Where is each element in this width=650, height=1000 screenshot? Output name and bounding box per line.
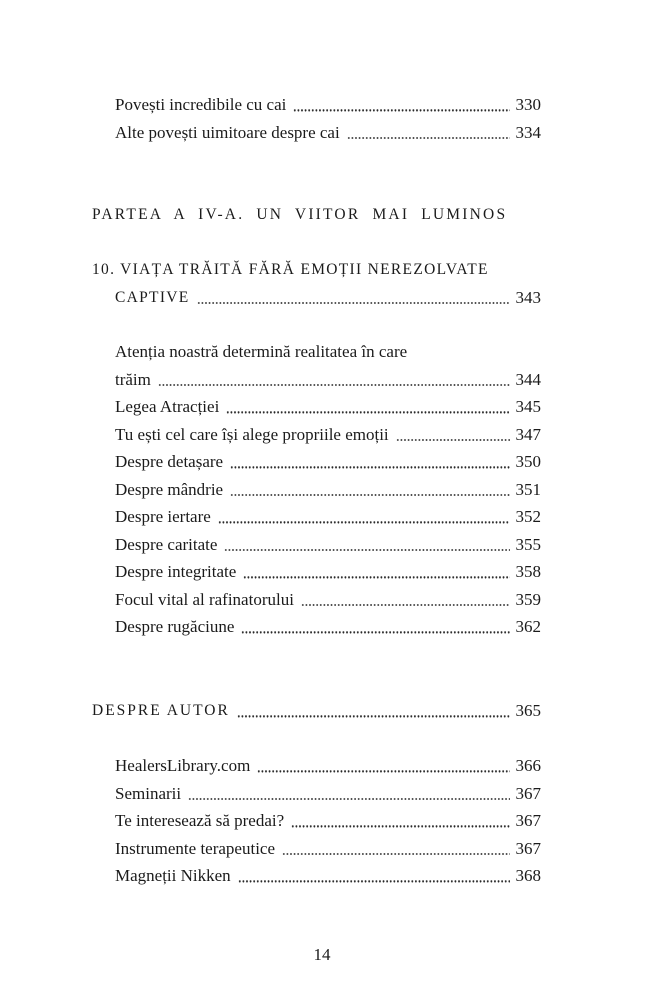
chapter-page-number: 343 [515,287,541,307]
leader-dots [257,770,509,772]
entry-page-number: 345 [515,397,541,416]
entry-title: Alte povești uimitoare despre cai [115,122,340,142]
entry-title: Focul vital al rafinatorului [115,589,294,609]
leader-dots [238,880,510,882]
leader-dots [197,302,510,304]
leader-dots [291,825,509,827]
toc-entry [115,338,541,366]
entry-title: Despre caritate [115,534,218,554]
leader-dots [241,631,509,633]
about-heading-title: DESPRE AUTOR [92,702,230,719]
leader-dots [301,604,510,606]
toc-entry [115,835,541,863]
entry-title-line-2: trăim [115,369,151,389]
toc-entry-continuation [115,366,541,394]
chapter-heading-line-2: CAPTIVE [115,288,190,306]
entry-page-number: 355 [515,534,541,554]
leader-dots [230,494,509,496]
entry-page-number: 367 [515,783,541,803]
toc-entry [115,807,541,835]
entry-page-number: 362 [515,617,541,636]
about-heading [92,697,541,725]
leader-dots [158,384,510,386]
toc-entry [115,862,541,890]
entry-page-number: 368 [515,866,541,885]
entry-page-number: 350 [515,452,541,471]
entry-page-number: 366 [515,756,541,775]
toc-entry [115,91,541,119]
toc-entry [115,421,541,449]
leader-dots [243,576,509,578]
leader-dots [293,109,509,111]
toc-entry [115,448,541,476]
page-number: 14 [313,945,331,964]
toc-entry [115,531,541,559]
leader-dots [230,466,509,468]
entry-title: Tu ești cel care își alege propriile emoții [115,424,389,444]
toc-entry [115,780,541,808]
part-heading-title: PARTEA A IV-A. UN VIITOR MAI LUMINOS [92,206,508,223]
leader-dots [396,439,510,441]
leader-dots [237,715,510,717]
entry-page-number: 330 [515,95,541,114]
toc-entry [115,476,541,504]
entry-title-line-1: Atenția noastră determină realitatea în care [115,342,408,361]
toc-entry [115,586,541,614]
leader-dots [282,853,509,855]
entry-title: Despre rugăciune [115,617,235,636]
entry-title: Despre iertare [115,507,211,526]
entry-title: HealersLibrary.com [115,756,251,775]
chapter-heading-line-1: 10. VIAȚA TRĂITĂ FĂRĂ EMOȚII NEREZOLVATE [92,261,489,278]
entry-page-number: 359 [515,589,541,609]
entry-title: Legea Atracției [115,397,220,416]
about-page-number: 365 [515,701,541,720]
toc-entry [115,503,541,531]
entry-page-number: 334 [515,122,541,142]
entry-title: Despre mândrie [115,479,224,499]
leader-dots [226,411,509,413]
entry-title: Despre integritate [115,562,237,581]
leader-dots [347,137,510,139]
entry-title: Seminarii [115,783,182,803]
entry-title: Magneții Nikken [115,866,231,885]
toc-entry [115,752,541,780]
toc-entry [115,558,541,586]
part-heading [92,201,541,229]
chapter-heading-continuation [115,284,541,312]
entry-page-number: 351 [515,479,541,499]
leader-dots [224,549,509,551]
chapter-heading [92,256,541,284]
entry-title: Te interesează să predai? [115,811,285,830]
entry-page-number: 347 [515,424,541,444]
entry-page-number: 367 [515,811,541,830]
entry-page-number: 358 [515,562,541,581]
toc-entry [115,119,541,147]
entry-page-number: 344 [515,369,541,389]
entry-page-number: 352 [515,507,541,526]
entry-page-number: 367 [515,838,541,858]
leader-dots [188,798,509,800]
entry-title: Instrumente terapeutice [115,838,276,858]
entry-title: Povești incredibile cu cai [115,95,287,114]
entry-title: Despre detașare [115,452,224,471]
toc-entry [115,613,541,641]
toc-entry [115,393,541,421]
leader-dots [218,521,510,523]
